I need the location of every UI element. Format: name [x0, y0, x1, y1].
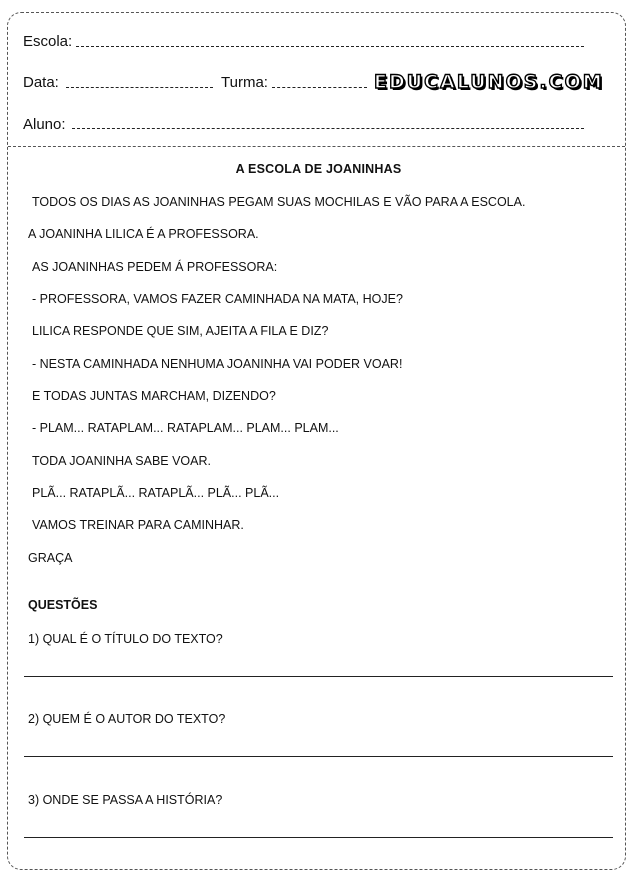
worksheet-border [7, 12, 626, 870]
school-field[interactable] [76, 46, 584, 47]
question-1: 1) QUAL É O TÍTULO DO TEXTO? [28, 632, 223, 646]
class-label: Turma: [221, 74, 268, 91]
date-field[interactable] [66, 87, 213, 88]
story-line: - PLAM... RATAPLAM... RATAPLAM... PLAM... PLAM... [32, 421, 339, 435]
answer-line-1[interactable] [24, 676, 613, 677]
story-line: AS JOANINHAS PEDEM Á PROFESSORA: [32, 260, 278, 274]
story-line: - NESTA CAMINHADA NENHUMA JOANINHA VAI PODER VOAR! [32, 357, 403, 371]
story-line: - PROFESSORA, VAMOS FAZER CAMINHADA NA MATA, HOJE? [32, 292, 403, 306]
questions-heading: QUESTÕES [28, 598, 98, 612]
story-line: PLÃ... RATAPLÃ... RATAPLÃ... PLÃ... PLÃ... [32, 486, 280, 500]
class-field[interactable] [272, 87, 367, 88]
header-divider [8, 146, 625, 147]
educalunos-logo: EDUCALUNOS.COM [374, 71, 604, 93]
story-line: VAMOS TREINAR PARA CAMINHAR. [32, 518, 244, 532]
story-line: E TODAS JUNTAS MARCHAM, DIZENDO? [32, 389, 276, 403]
answer-line-3[interactable] [24, 837, 613, 838]
date-label: Data: [23, 74, 59, 91]
school-label: Escola: [23, 33, 73, 50]
story-line: TODA JOANINHA SABE VOAR. [32, 454, 211, 468]
answer-line-2[interactable] [24, 756, 613, 757]
story-line: LILICA RESPONDE QUE SIM, AJEITA A FILA E DIZ? [32, 324, 329, 338]
story-title: A ESCOLA DE JOANINHAS [235, 162, 402, 176]
student-label: Aluno: [23, 116, 66, 133]
student-field[interactable] [72, 128, 584, 129]
story-line: TODOS OS DIAS AS JOANINHAS PEGAM SUAS MOCHILAS E VÃO PARA A ESCOLA. [32, 195, 526, 209]
story-line: A JOANINHA LILICA É A PROFESSORA. [28, 227, 259, 241]
story-author: GRAÇA [28, 551, 73, 565]
question-2: 2) QUEM É O AUTOR DO TEXTO? [28, 712, 226, 726]
question-3: 3) ONDE SE PASSA A HISTÓRIA? [28, 793, 223, 807]
